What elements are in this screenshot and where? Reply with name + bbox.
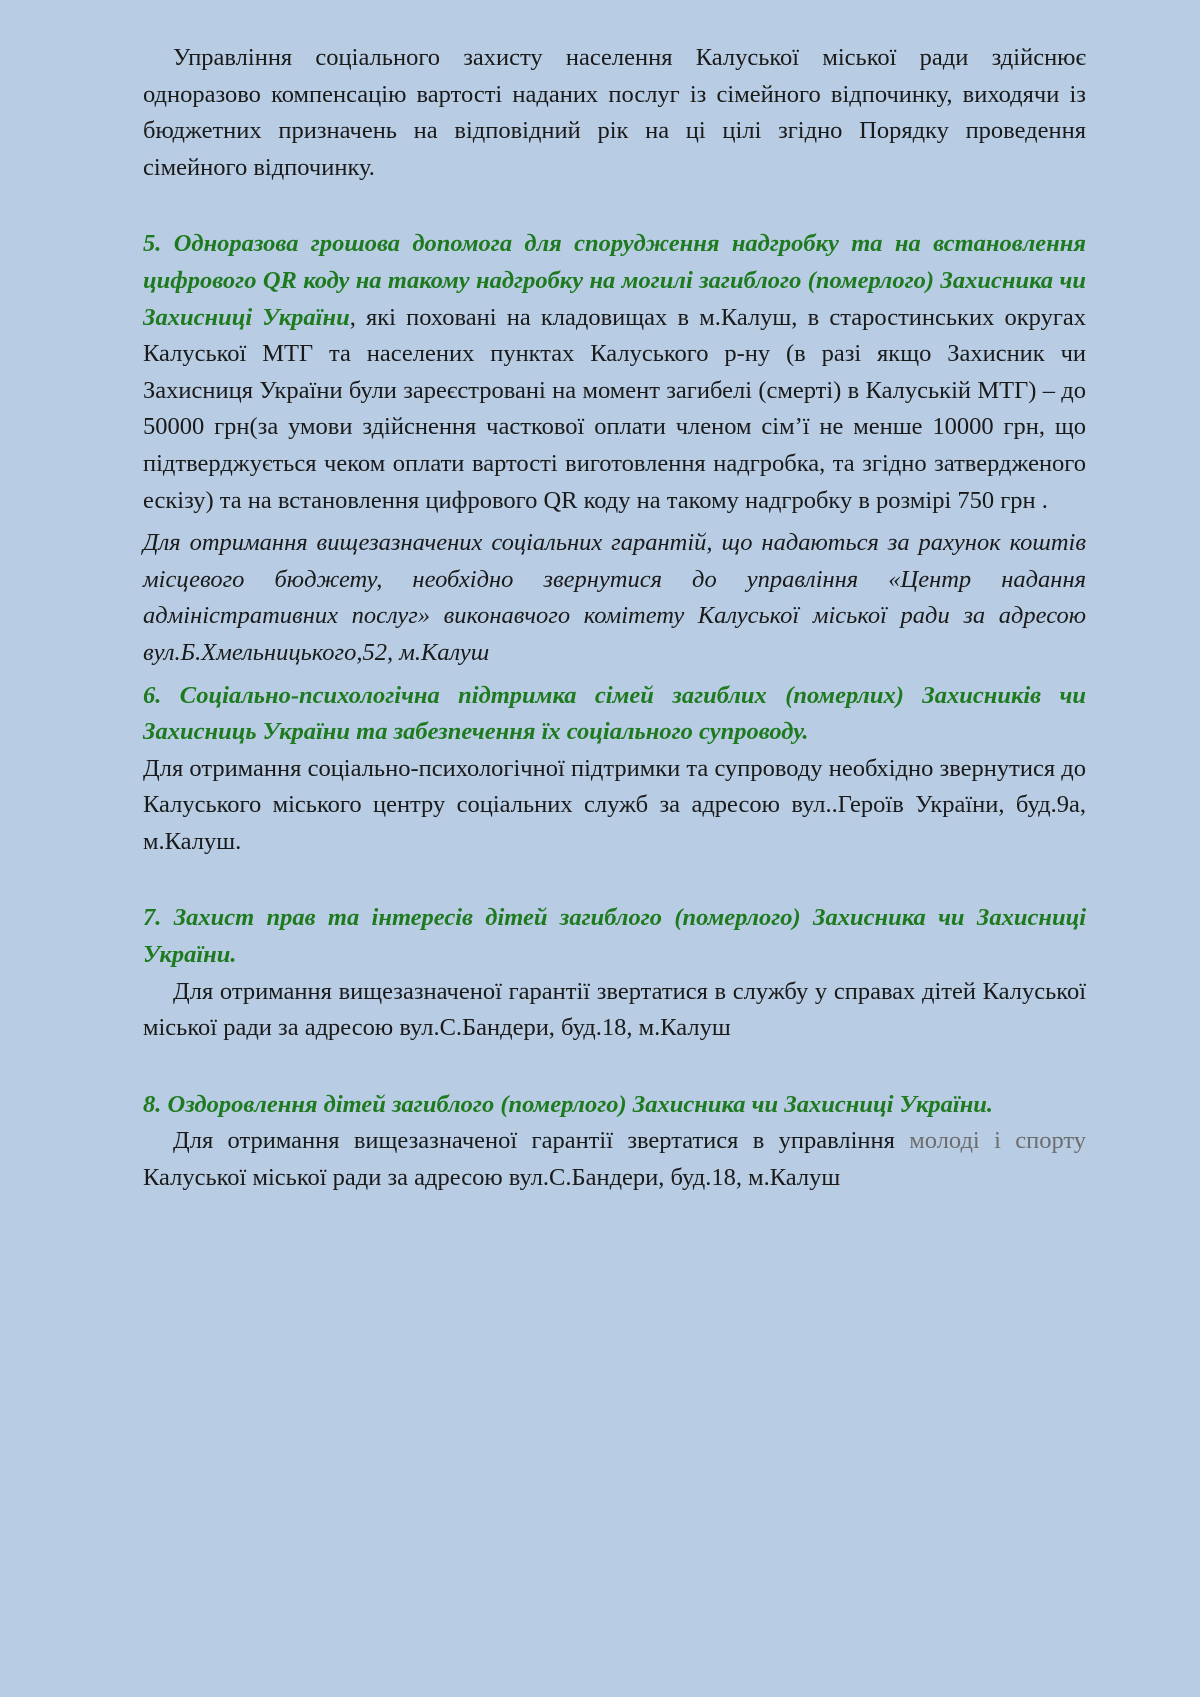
section-6-heading: 6. Соціально-психологічна підтримка сімей загиблих (померлих) Захисників чи Захисниць України та забезпечення їх соціального супроводу. bbox=[143, 681, 1086, 746]
section-5-body: , які поховані на кладовищах в м.Калуш, в старостинських округах Калуської МТГ та населених пунктах Калуського р-ну (в разі якщо Захисник чи Захисниця України були зареєстровані на момент загибелі (смерті) в Калуській МТГ) – до 50000 грн(за умови здійснення часткової оплати членом сім’ї не менше 10000 грн, що підтверджується чеком оплати вартості виготовлення надгробка, та згідно затвердженого ескізу) та на встановлення цифрового QR коду на такому надгробку в розмірі 750 грн . bbox=[143, 303, 1087, 514]
section-7-body: Для отримання вищезазначеної гарантії звертатися в службу у справах дітей Калуської міської ради за адресою вул.С.Бандери, буд.18, м.Калуш bbox=[143, 977, 1086, 1042]
section-6-body: Для отримання соціально-психологічної підтримки та супроводу необхідно звернутися до Калуського міського центру соціальних служб за адресою вул..Героїв України, буд.9а, м.Калуш. bbox=[143, 754, 1086, 855]
section-8-body bbox=[143, 1123, 1086, 1196]
section-8-body-department: молоді і спорту bbox=[909, 1127, 1087, 1155]
section-7-heading: 7. Захист прав та інтересів дітей загиблого (померлого) Захисника чи Захисниці України. bbox=[143, 904, 1086, 969]
section-5-heading: 5. Одноразова грошова допомога для спорудження надгробку та на встановлення цифрового QR коду на такому надгробку на могилі загиблого (померлого) Захисника чи Захисниці України bbox=[143, 230, 1086, 331]
intro-paragraph: Управління соціального захисту населення Калуської міської ради здійснює одноразово компенсацію вартості наданих послуг із сімейного відпочинку, виходячи із бюджетних призначень на відповідний рік на ці цілі згідно Порядку проведення сімейного відпочинку. bbox=[143, 44, 1086, 181]
section-5-paragraph bbox=[143, 226, 1086, 519]
section-8-heading: 8. Оздоровлення дітей загиблого (померлого) Захисника чи Захисниці України. bbox=[143, 1090, 994, 1118]
section-8-body-start: Для отримання вищезазначеної гарантії звертатися в управління bbox=[173, 1127, 910, 1155]
section-5-note: Для отримання вищезазначених соціальних гарантій, що надаються за рахунок коштів місцевого бюджету, необхідно звернутися до управління «Центр надання адміністративних послуг» виконавчого комітету Калуської міської ради за адресою вул.Б.Хмельницького,52, м.Калуш bbox=[143, 529, 1086, 666]
section-8-body-end: Калуської міської ради за адресою вул.С.Бандери, буд.18, м.Калуш bbox=[143, 1164, 841, 1192]
